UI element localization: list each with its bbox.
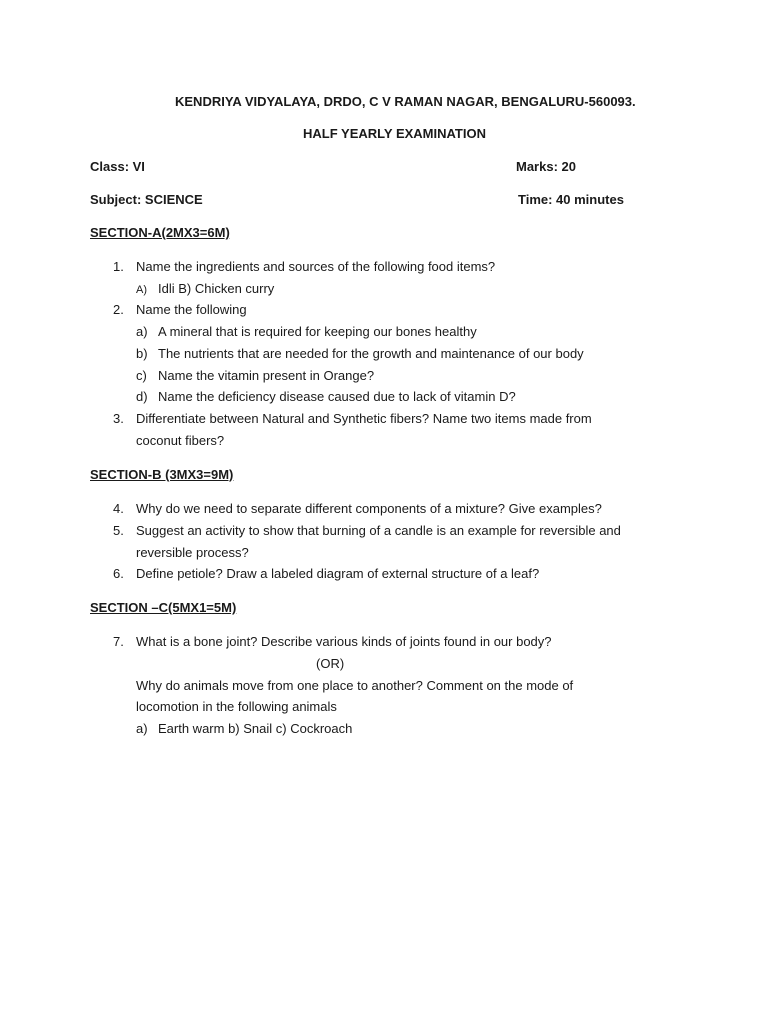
question-2-text: Name the following [136, 302, 247, 317]
question-number: 6. [113, 566, 124, 581]
sub-item-text: Name the deficiency disease caused due to lack of vitamin D? [158, 389, 516, 404]
question-7-alt-line2: locomotion in the following animals [136, 699, 337, 714]
question-6-text: Define petiole? Draw a labeled diagram of external structure of a leaf? [136, 566, 540, 581]
sub-item-marker: c) [136, 368, 147, 383]
sub-item-marker: b) [136, 346, 148, 361]
question-7-alt-line1: Why do animals move from one place to another? Comment on the mode of [136, 678, 574, 693]
question-7-text: What is a bone joint? Describe various kinds of joints found in our body? [136, 634, 552, 649]
sub-item-text: A mineral that is required for keeping our bones healthy [158, 324, 477, 339]
class-label: Class: VI [90, 159, 145, 174]
question-5-line2: reversible process? [136, 545, 249, 560]
sub-item-text: The nutrients that are needed for the growth and maintenance of our body [158, 346, 584, 361]
marks-label: Marks: 20 [516, 159, 576, 174]
question-number: 4. [113, 501, 124, 516]
time-label: Time: 40 minutes [518, 192, 624, 207]
question-1-subitems: Idli B) Chicken curry [158, 281, 275, 296]
question-7-alt-subitems: Earth warm b) Snail c) Cockroach [158, 721, 353, 736]
section-a-title: SECTION-A(2MX3=6M) [90, 225, 230, 240]
subject-label: Subject: SCIENCE [90, 192, 203, 207]
question-5-line1: Suggest an activity to show that burning of a candle is an example for reversible and [136, 523, 621, 538]
question-1-text: Name the ingredients and sources of the following food items? [136, 259, 496, 274]
sub-item-marker: A) [136, 284, 147, 296]
or-separator: (OR) [316, 656, 345, 671]
question-number: 3. [113, 411, 124, 426]
question-number: 1. [113, 259, 124, 274]
exam-title: HALF YEARLY EXAMINATION [303, 126, 486, 141]
sub-item-marker: a) [136, 721, 148, 736]
question-4-text: Why do we need to separate different components of a mixture? Give examples? [136, 501, 602, 516]
question-3-line1: Differentiate between Natural and Synthetic fibers? Name two items made from [136, 411, 592, 426]
question-number: 5. [113, 523, 124, 538]
sub-item-marker: a) [136, 324, 148, 339]
school-name: KENDRIYA VIDYALAYA, DRDO, C V RAMAN NAGAR, BENGALURU-560093. [175, 94, 636, 109]
question-number: 2. [113, 302, 124, 317]
sub-item-text: Name the vitamin present in Orange? [158, 368, 375, 383]
section-c-title: SECTION –C(5MX1=5M) [90, 600, 237, 615]
question-3-line2: coconut fibers? [136, 433, 225, 448]
sub-item-marker: d) [136, 389, 148, 404]
question-number: 7. [113, 634, 124, 649]
section-b-title: SECTION-B (3MX3=9M) [90, 467, 234, 482]
